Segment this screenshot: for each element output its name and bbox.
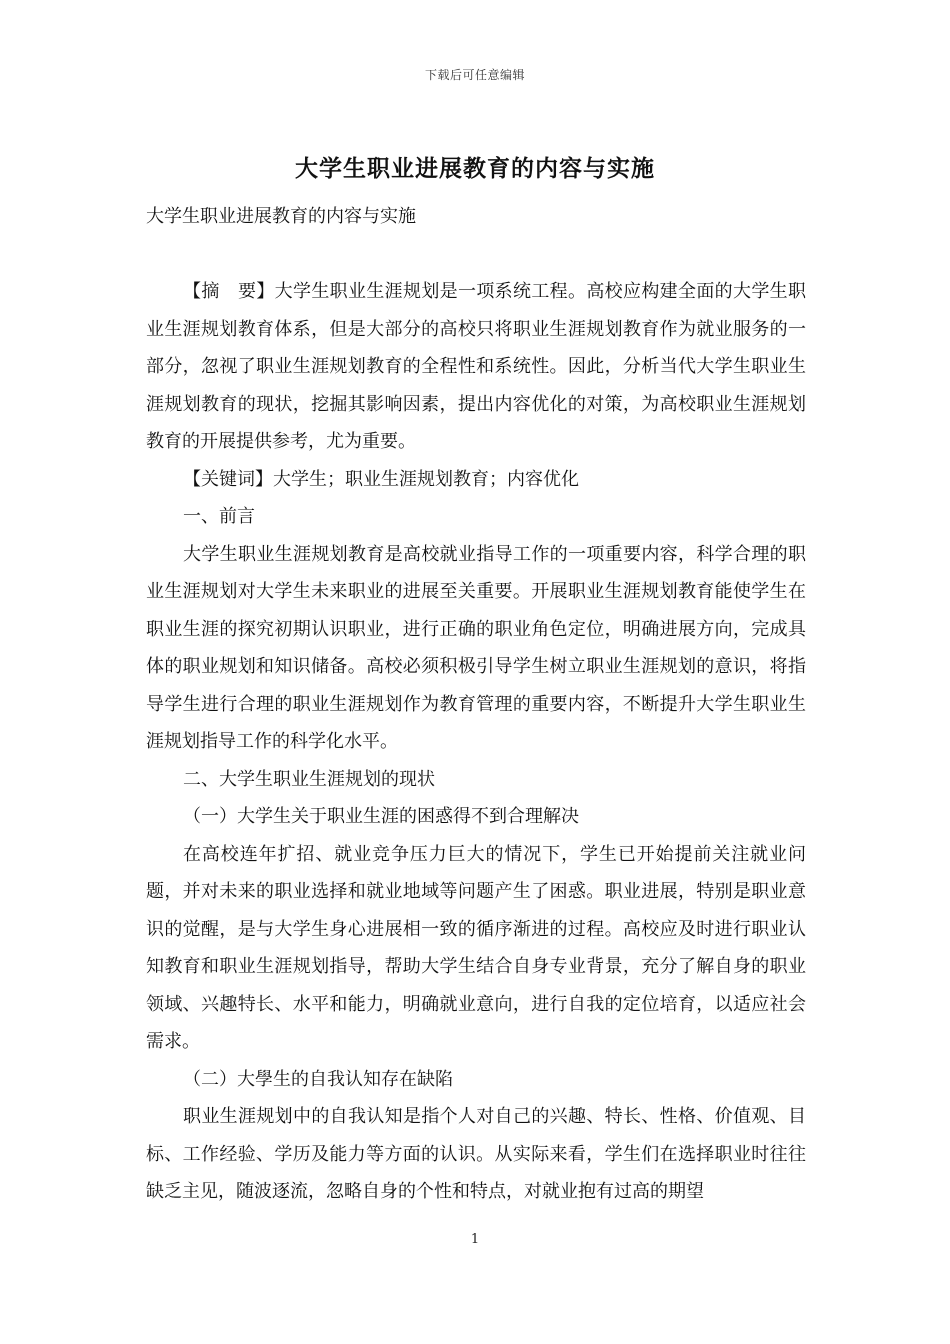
section-heading-intro: 一、前言 (183, 506, 255, 527)
subsection-heading-self-awareness: （二）大學生的自我认知存在缺陷 (183, 1068, 453, 1090)
intro-paragraph: 大学生职业生涯规划教育是高校就业指导工作的一项重要内容，科学合理的职业生涯规划对大学生未来职业的进展至关重要。开展职业生涯规划教育能使学生在职业生涯的探究初期认识职业，进行正确的职业角色定位，明确进展方向，完成具体的职业规划和知识储备。高校必须积极引导学生树立职业生涯规划的意识，将指导学生进行合理的职业生涯规划作为教育管理的重要内容，不断提升大学生职业生涯规划指导工作的科学化水平。 (146, 543, 806, 752)
self-awareness-paragraph: 职业生涯规划中的自我认知是指个人对自己的兴趣、特长、性格、价值观、目标、工作经验、学历及能力等方面的认识。从实际来看，学生们在选择职业时往往缺乏主见，随波逐流，忽略自身的个性和特点，对就业抱有过高的期望 (146, 1106, 806, 1202)
document-title: 大学生职业进展教育的内容与实施 (295, 155, 655, 182)
header-note: 下载后可任意编辑 (424, 68, 525, 82)
blank-line (146, 236, 806, 274)
document-body (146, 198, 806, 1211)
section-heading-status: 二、大学生职业生涯规划的现状 (183, 768, 435, 790)
document-subtitle: 大学生职业进展教育的内容与实施 (146, 206, 416, 227)
keywords-line: 【关键词】大学生；职业生涯规划教育；内容优化 (183, 468, 579, 490)
confusion-paragraph: 在高校连年扩招、就业竞争压力巨大的情况下，学生已开始提前关注就业问题，并对未来的职业选择和就业地域等问题产生了困惑。职业进展，特别是职业意识的觉醒，是与大学生身心进展相一致的循序渐进的过程。高校应及时进行职业认知教育和职业生涯规划指导，帮助大学生结合自身专业背景，充分了解自身的职业领域、兴趣特长、水平和能力，明确就业意向，进行自我的定位培育，以适应社会需求。 (146, 843, 806, 1052)
page-number: 1 (470, 1232, 480, 1247)
subsection-heading-confusion: （一）大学生关于职业生涯的困惑得不到合理解决 (183, 806, 579, 827)
abstract-paragraph: 【摘 要】大学生职业生涯规划是一项系统工程。高校应构建全面的大学生职业生涯规划教育体系，但是大部分的高校只将职业生涯规划教育作为就业服务的一部分，忽视了职业生涯规划教育的全程性和系统性。因此，分析当代大学生职业生涯规划教育的现状，挖掘其影响因素，提出内容优化的对策，为高校职业生涯规划教育的开展提供参考，尤为重要。 (146, 281, 806, 452)
